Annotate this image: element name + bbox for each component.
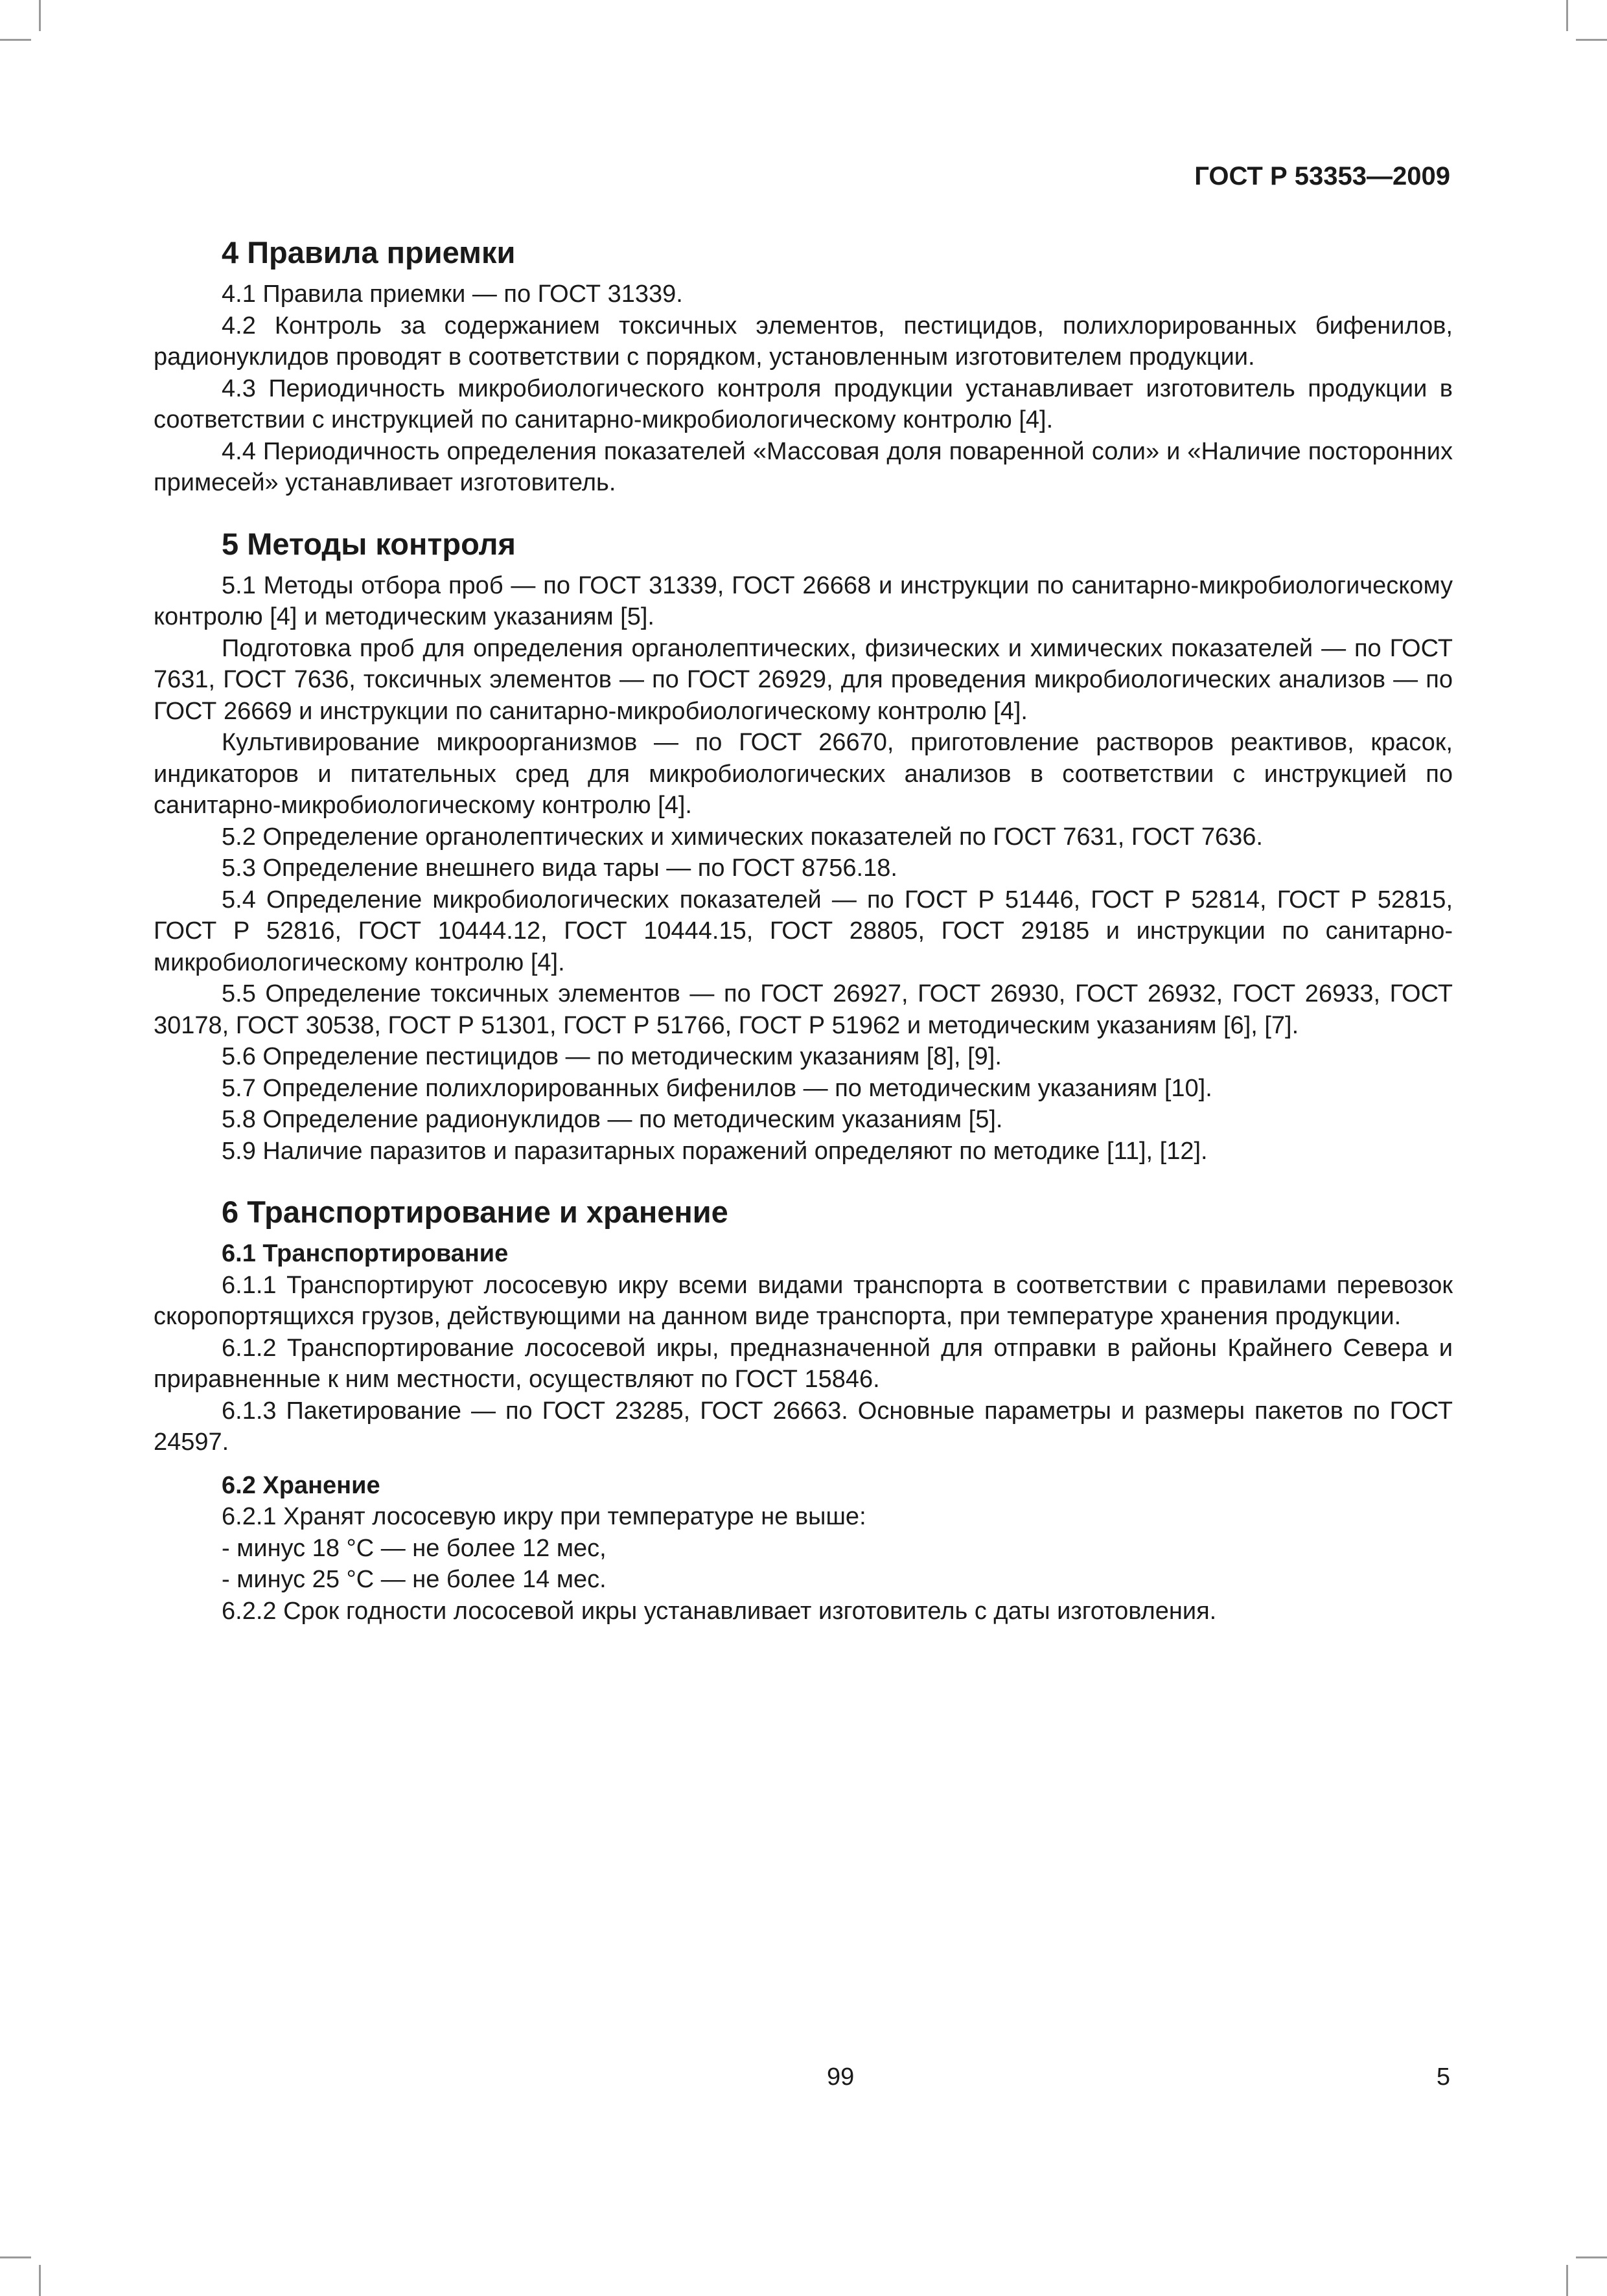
crop-mark <box>1566 0 1568 31</box>
crop-mark <box>39 0 41 31</box>
paragraph: Подготовка проб для определения органолептических, физических и химических показателей — по ГОСТ 7631, ГОСТ 7636, токсичных элементов — по ГОСТ 26929, для проведения микробиологических анализов — по ГОСТ 26669 и инструкции по санитарно-микробиологическому контролю [4]. <box>154 634 1453 725</box>
paragraph: 6.1.3 Пакетирование — по ГОСТ 23285, ГОСТ 26663. Основные параметры и размеры пакетов по ГОСТ 24597. <box>154 1397 1453 1456</box>
paragraph: 6.2.1 Хранят лососевую икру при температуре не выше: <box>222 1503 866 1530</box>
paragraph: 5.4 Определение микробиологических показателей — по ГОСТ Р 51446, ГОСТ Р 52814, ГОСТ Р 52815, ГОСТ Р 52816, ГОСТ 10444.12, ГОСТ 10444.15, ГОСТ 28805, ГОСТ 29185 и инструкции по санитарно-микробиологическому контролю [4]. <box>154 886 1453 976</box>
crop-mark <box>0 39 31 41</box>
paragraph: 4.4 Периодичность определения показателей «Массовая доля поваренной соли» и «Наличие посторонних примесей» устанавливает изготовитель. <box>154 437 1453 496</box>
footer-center-number: 99 <box>827 2063 855 2091</box>
paragraph: 6.2.2 Срок годности лососевой икры устанавливает изготовитель с даты изготовления. <box>222 1597 1217 1625</box>
paragraph: Культивирование микроорганизмов — по ГОСТ 26670, приготовление растворов реактивов, красок, индикаторов и питательных сред для микробиологических анализов в соответствии с инструкцией по санитарно-микробиологическому контролю [4]. <box>154 729 1453 819</box>
paragraph: 5.1 Методы отбора проб — по ГОСТ 31339, ГОСТ 26668 и инструкции по санитарно-микробиологическому контролю [4] и методическим указаниям [5]. <box>154 571 1453 630</box>
section-title-acceptance: 4 Правила приемки <box>222 235 516 270</box>
paragraph: 4.3 Периодичность микробиологического контроля продукции устанавливает изготовитель продукции в соответствии с инструкцией по санитарно-микробиологическому контролю [4]. <box>154 374 1453 433</box>
paragraph: 5.8 Определение радионуклидов — по методическим указаниям [5]. <box>222 1106 1003 1133</box>
paragraph: 5.6 Определение пестицидов — по методическим указаниям [8], [9]. <box>222 1043 1002 1070</box>
page-number: 5 <box>1436 2063 1450 2091</box>
page-content <box>154 233 1453 1627</box>
crop-mark <box>1566 2265 1568 2296</box>
document-code: ГОСТ Р 53353—2009 <box>1194 162 1450 190</box>
crop-mark <box>39 2265 41 2296</box>
paragraph: 5.2 Определение органолептических и химических показателей по ГОСТ 7631, ГОСТ 7636. <box>222 823 1263 851</box>
paragraph: 6.1.1 Транспортируют лососевую икру всеми видами транспорта в соответствии с правилами перевозок скоропортящихся грузов, действующими на данном виде транспорта, при температуре хранения продукции. <box>154 1271 1453 1330</box>
paragraph: 4.1 Правила приемки — по ГОСТ 31339. <box>222 281 683 308</box>
paragraph: 5.9 Наличие паразитов и паразитарных поражений определяют по методике [11], [12]. <box>222 1137 1208 1165</box>
crop-mark <box>1576 2256 1607 2258</box>
subsection-title-storage: 6.2 Хранение <box>222 1471 380 1499</box>
paragraph: 5.3 Определение внешнего вида тары — по ГОСТ 8756.18. <box>222 855 897 882</box>
crop-mark <box>1576 39 1607 41</box>
paragraph: 6.1.2 Транспортирование лососевой икры, предназначенной для отправки в районы Крайнего Севера и приравненные к ним местности, осуществляют по ГОСТ 15846. <box>154 1334 1453 1393</box>
list-item: - минус 18 °С — не более 12 мес, <box>222 1534 607 1562</box>
list-item: - минус 25 °С — не более 14 мес. <box>222 1566 607 1593</box>
section-title-transport-storage: 6 Транспортирование и хранение <box>222 1195 728 1229</box>
paragraph: 5.7 Определение полихлорированных бифенилов — по методическим указаниям [10]. <box>222 1074 1212 1102</box>
paragraph: 5.5 Определение токсичных элементов — по ГОСТ 26927, ГОСТ 26930, ГОСТ 26932, ГОСТ 26933, ГОСТ 30178, ГОСТ 30538, ГОСТ Р 51301, ГОСТ Р 51766, ГОСТ Р 51962 и методическим указаниям [6], [7]. <box>154 980 1453 1039</box>
subsection-title-transport: 6.1 Транспортирование <box>222 1240 509 1267</box>
paragraph: 4.2 Контроль за содержанием токсичных элементов, пестицидов, полихлорированных бифенилов, радионуклидов проводят в соответствии с порядком, установленным изготовителем продукции. <box>154 312 1453 371</box>
section-title-control-methods: 5 Методы контроля <box>222 526 516 561</box>
crop-mark <box>0 2256 31 2258</box>
